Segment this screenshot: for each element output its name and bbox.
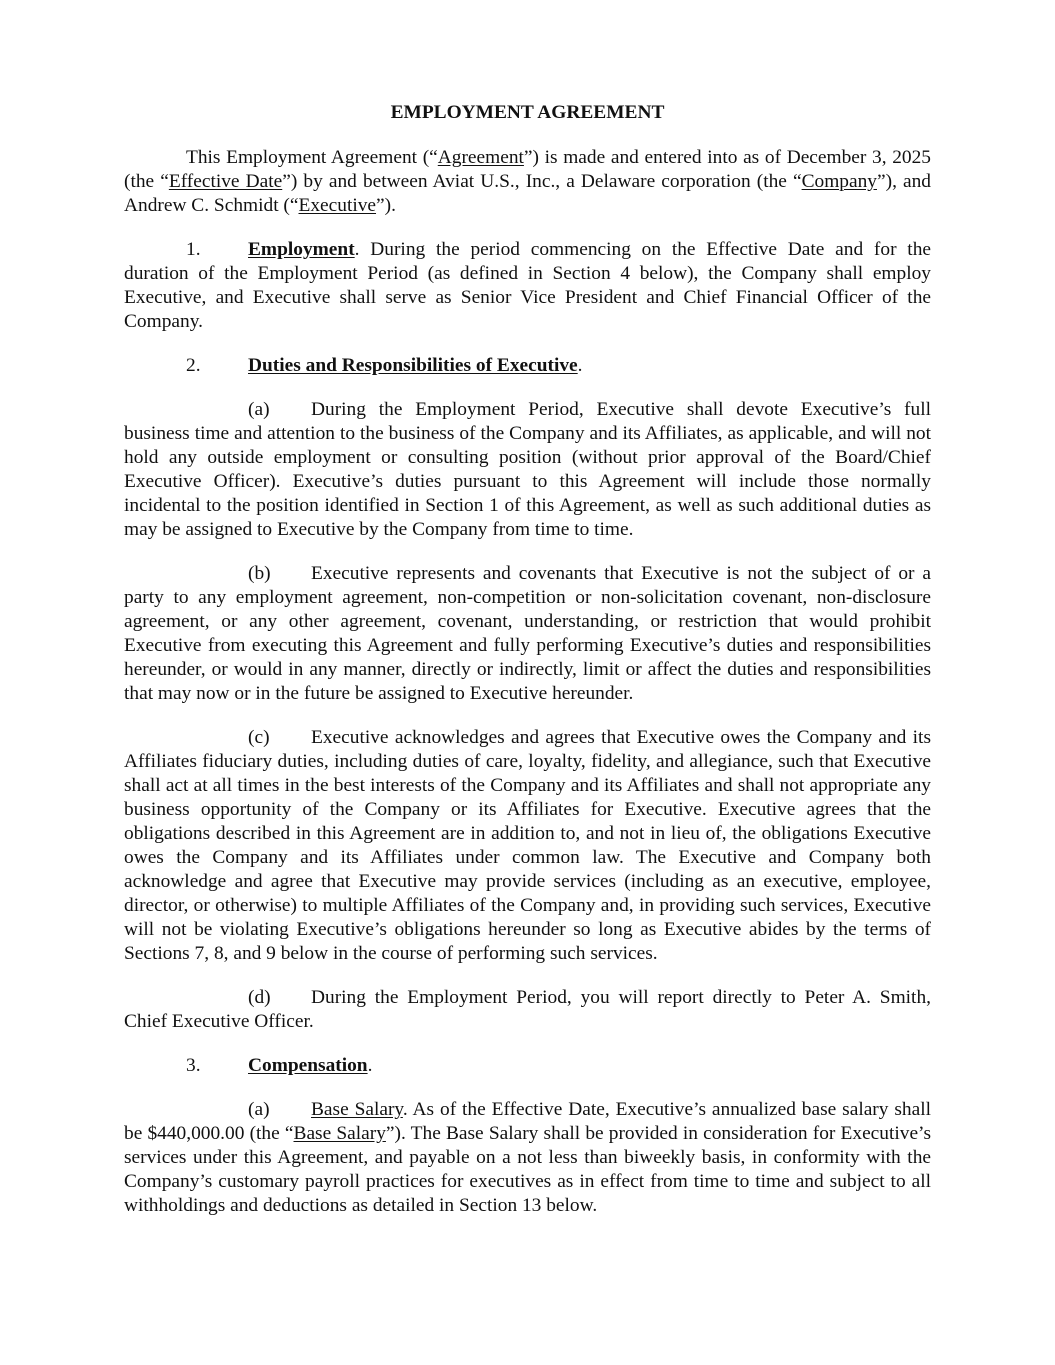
section-3a	[124, 1098, 931, 1218]
defined-term-executive: Executive	[298, 195, 377, 216]
subsection-text: ”). The Base Salary shall be provided in consideration for Executive’s services under this Agreement, and payable on a not less than biweekly basis, in conformity with the Company’s customary payroll practices for executives as in effect from time to time and subject to all withholdings and deductions as detailed in Section 13 below.	[124, 1123, 931, 1216]
section-2b	[124, 562, 931, 706]
section-heading: Duties and Responsibilities of Executive	[248, 355, 578, 376]
defined-term-agreement: Agreement	[437, 147, 524, 168]
section-2c	[124, 726, 931, 966]
subsection-text: Executive acknowledges and agrees that Executive owes the Company and its Affiliates fiduciary duties, including duties of care, loyalty, fidelity, and allegiance, such that Executive shall act at all times in the best interests of the Company and its Affiliates and shall not appropriate any business opportunity of the Company or its Affiliates for Executive. Executive agrees that the obligations described in this Agreement are in addition to, and not in lieu of, the obligations Executive owes the Company and its Affiliates under common law. The Executive and Company both acknowledge and agree that Executive may provide services (including as an executive, employee, director, or otherwise) to multiple Affiliates of the Company and, in providing such services, Executive will not be violating Executive’s obligations hereunder so long as Executive abides by the terms of Sections 7, 8, and 9 below in the course of performing such services.	[124, 727, 931, 964]
document-title: EMPLOYMENT AGREEMENT	[390, 102, 665, 123]
subsection-text: During the Employment Period, you will report directly to Peter A. Smith, Chief Executive Officer.	[124, 987, 931, 1032]
section-heading: Employment	[248, 239, 355, 260]
subsection-text: During the Employment Period, Executive shall devote Executive’s full business time and attention to the business of the Company and its Affiliates, as applicable, and will not hold any outside employment or consulting position (without prior approval of the Board/Chief Executive Officer). Executive’s duties pursuant to this Agreement will include those normally incidental to the position identified in Section 1 of this Agreement, as well as such additional duties as may be assigned to Executive by the Company from time to time.	[124, 399, 931, 540]
section-2d	[124, 986, 931, 1034]
section-heading-period: .	[577, 355, 583, 376]
intro-text: ”).	[376, 195, 396, 216]
subsection-text: Executive represents and covenants that Executive is not the subject of or a party to any employment agreement, non-competition or non-solicitation covenant, non-disclosure agreement, or any other agreement, covenant, understanding, or restriction that would prohibit Executive from executing this Agreement and fully performing Executive’s duties and responsibilities hereunder, or would in any manner, directly or indirectly, limit or affect the duties and responsibilities that may now or in the future be assigned to Executive hereunder.	[124, 563, 931, 704]
subsection-label: (a)	[248, 399, 270, 420]
section-2a	[124, 398, 931, 542]
section-heading: Compensation	[248, 1055, 368, 1076]
subsection-label: (a)	[248, 1099, 270, 1120]
subsection-label: (d)	[248, 987, 271, 1008]
defined-term-effective-date: Effective Date	[168, 171, 283, 192]
intro-text: ”), and Andrew C. Schmidt (“	[124, 171, 931, 216]
defined-term-company: Company	[801, 171, 877, 192]
subsection-label: (c)	[248, 727, 270, 748]
section-2-heading	[124, 354, 931, 378]
subsection-text: . As of the Effective Date, Executive’s annualized base salary shall be $440,000.00 (the “	[124, 1099, 931, 1144]
section-3-heading	[124, 1054, 931, 1078]
section-number: 3.	[186, 1055, 201, 1076]
intro-text: ”) is made and entered into as of December 3, 2025 (the “	[124, 147, 931, 192]
subsection-label: (b)	[248, 563, 271, 584]
section-number: 2.	[186, 355, 201, 376]
section-heading-period: .	[367, 1055, 373, 1076]
section-text: . During the period commencing on the Effective Date and for the duration of the Employment Period (as defined in Section 4 below), the Company shall employ Executive, and Executive shall serve as Senior Vice President and Chief Financial Officer of the Company.	[124, 239, 931, 332]
intro-text: This Employment Agreement (“	[186, 147, 438, 168]
intro-text: ”) by and between Aviat U.S., Inc., a Delaware corporation (the “	[282, 171, 802, 192]
defined-term-base-salary: Base Salary	[293, 1123, 386, 1144]
intro-paragraph	[124, 146, 931, 218]
section-1	[124, 238, 931, 334]
subsection-term: Base Salary	[311, 1099, 403, 1120]
document-page	[124, 100, 931, 1238]
section-number: 1.	[186, 239, 201, 260]
